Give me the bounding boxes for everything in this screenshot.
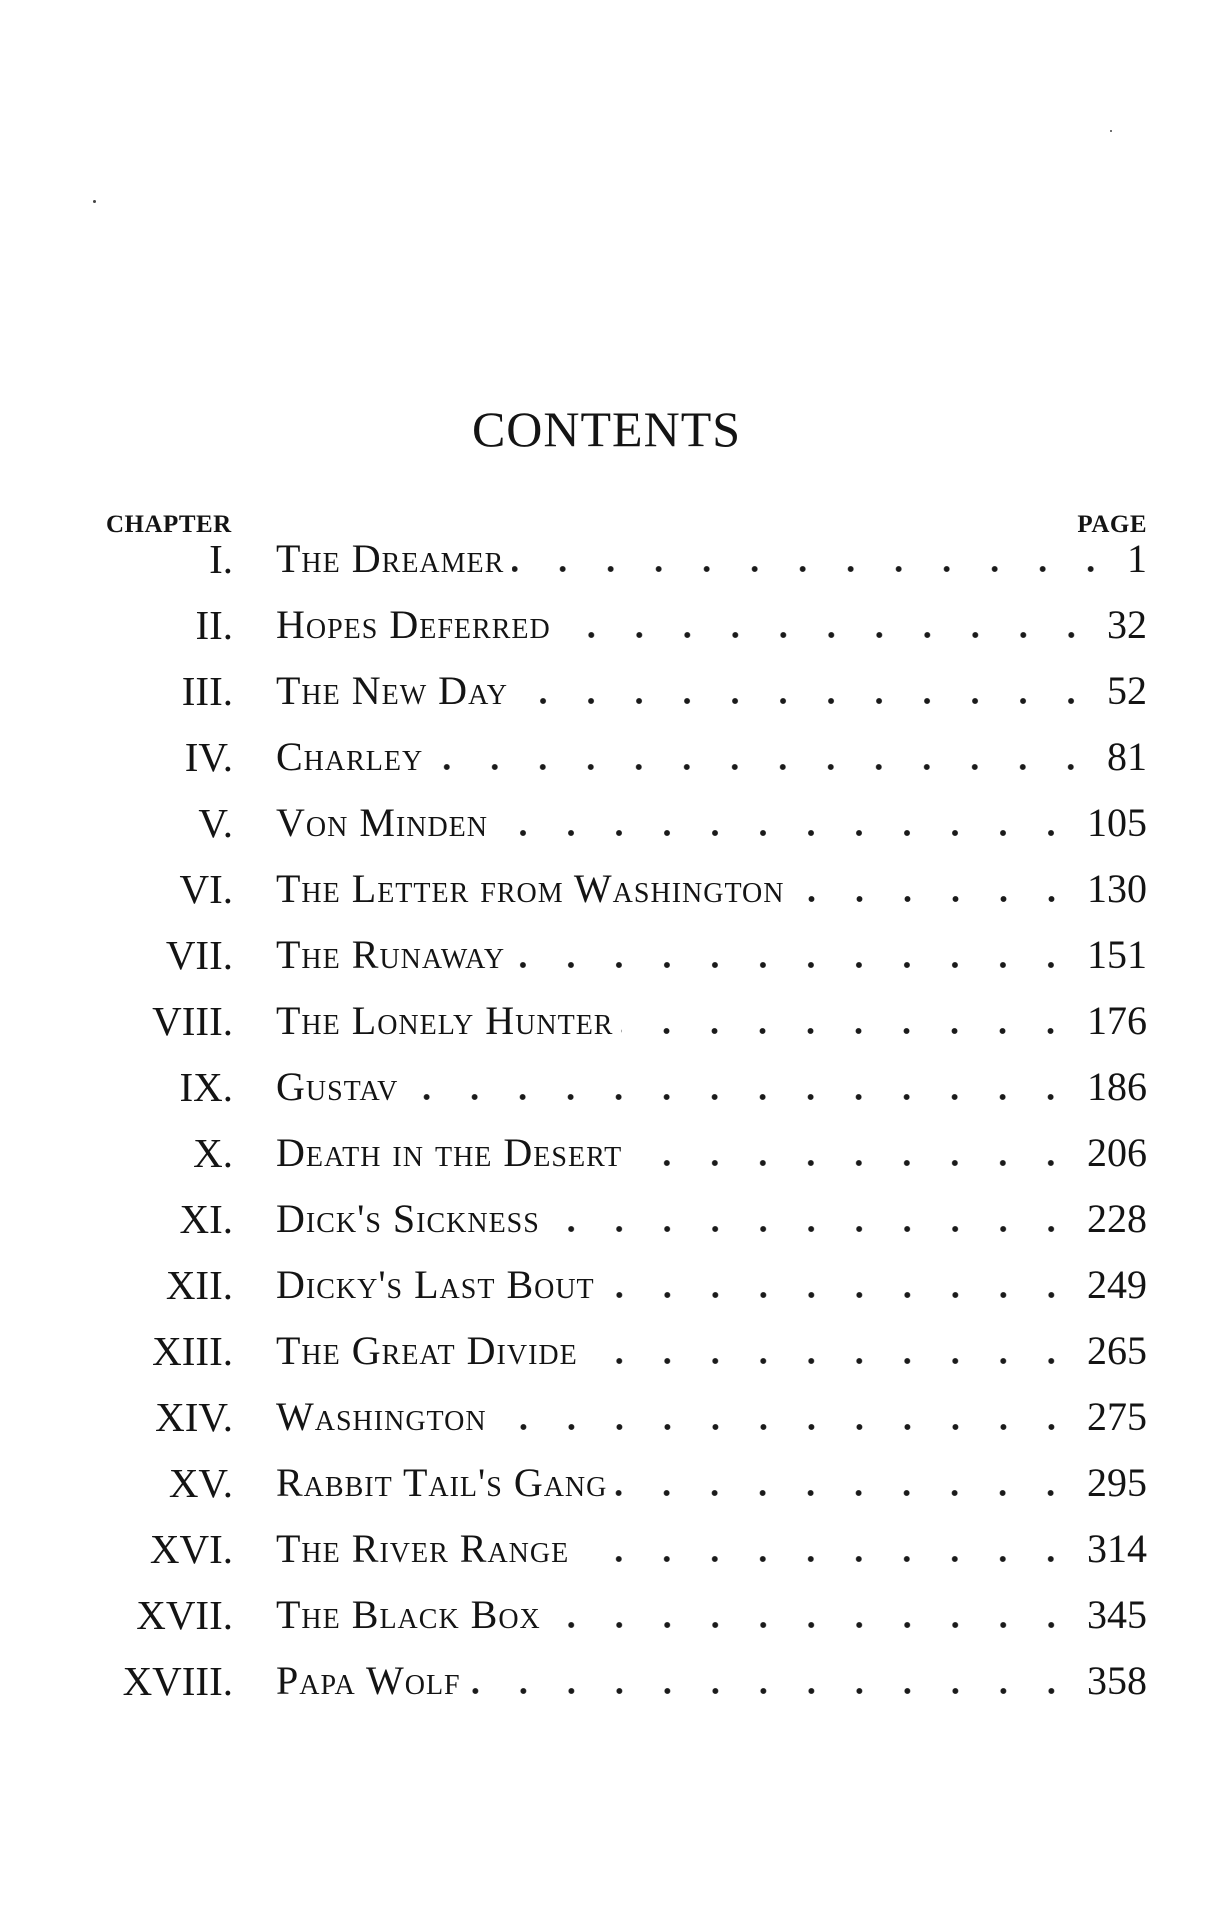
chapter-line (276, 535, 1147, 601)
dot-leader (406, 1073, 1077, 1121)
chapter-title: Von Minden (276, 799, 496, 847)
chapter-title: The Dreamer (276, 535, 512, 583)
chapter-number: VI. (179, 866, 233, 912)
chapter-line (276, 601, 1147, 667)
toc-entry (0, 733, 1213, 799)
dot-leader (549, 1601, 1077, 1649)
page-number: 130 (1087, 866, 1147, 911)
chapter-title: The Great Divide (276, 1327, 586, 1375)
dot-leader (603, 1271, 1077, 1319)
toc-entry (0, 1129, 1213, 1195)
chapter-line (276, 799, 1147, 865)
page-number: 345 (1087, 1592, 1147, 1637)
chapter-line (276, 1591, 1147, 1657)
chapter-title: Gustav (276, 1063, 406, 1111)
chapter-line (276, 1525, 1147, 1591)
dot-leader (513, 941, 1077, 989)
chapter-number: IX. (179, 1064, 233, 1110)
page-number: 206 (1087, 1130, 1147, 1175)
table-of-contents (0, 535, 1213, 1723)
toc-entry (0, 931, 1213, 997)
chapter-number: XIII. (152, 1328, 233, 1374)
chapter-title: Dick's Sickness (276, 1195, 548, 1243)
page-number: 151 (1087, 932, 1147, 977)
chapter-title: Rabbit Tail's Gang (276, 1459, 615, 1507)
page-number: 52 (1107, 668, 1147, 713)
chapter-number: VII. (165, 932, 233, 978)
chapter-number: II. (195, 602, 233, 648)
contents-heading: CONTENTS (471, 401, 742, 457)
chapter-line (276, 931, 1147, 997)
chapter-number: III. (181, 668, 233, 714)
chapter-number: XVII. (136, 1592, 233, 1638)
chapter-line (276, 1393, 1147, 1459)
chapter-number: XV. (168, 1460, 233, 1506)
chapter-title: Hopes Deferred (276, 601, 559, 649)
chapter-number: XVI. (149, 1526, 233, 1572)
dot-leader (496, 809, 1077, 857)
chapter-number: I. (209, 536, 233, 582)
toc-entry (0, 601, 1213, 667)
dot-leader (621, 1007, 1077, 1055)
page-number: 105 (1087, 800, 1147, 845)
dot-leader (793, 875, 1078, 923)
page-number: 81 (1107, 734, 1147, 779)
chapter-line (276, 1459, 1147, 1525)
toc-entry (0, 1459, 1213, 1525)
chapter-line (276, 1261, 1147, 1327)
page-number: 358 (1087, 1658, 1147, 1703)
dot-leader (586, 1337, 1077, 1385)
chapter-title: Papa Wolf (276, 1657, 469, 1705)
toc-entry (0, 865, 1213, 931)
page-number: 32 (1107, 602, 1147, 647)
chapter-line (276, 1657, 1147, 1723)
dot-leader (559, 611, 1097, 659)
dot-leader (577, 1535, 1077, 1583)
chapter-line (276, 1195, 1147, 1261)
chapter-number: VIII. (152, 998, 233, 1044)
toc-entry (0, 799, 1213, 865)
toc-entry (0, 1195, 1213, 1261)
chapter-number: V. (198, 800, 233, 846)
toc-entry (0, 535, 1213, 601)
dot-leader (615, 1469, 1077, 1517)
dot-leader (516, 677, 1097, 725)
dot-leader (630, 1139, 1077, 1187)
toc-entry (0, 1657, 1213, 1723)
chapter-number: IV. (184, 734, 233, 780)
chapter-title: The Black Box (276, 1591, 549, 1639)
toc-entry (0, 1063, 1213, 1129)
chapter-title: Dicky's Last Bout (276, 1261, 603, 1309)
chapter-title: Washington (276, 1393, 495, 1441)
chapter-number: XI. (179, 1196, 233, 1242)
chapter-title: Charley (276, 733, 431, 781)
chapter-line (276, 667, 1147, 733)
chapter-line (276, 733, 1147, 799)
toc-entry (0, 997, 1213, 1063)
page-number: 265 (1087, 1328, 1147, 1373)
chapter-title: The River Range (276, 1525, 577, 1573)
dot-leader (431, 743, 1097, 791)
dot-leader (512, 545, 1117, 593)
chapter-title: The Lonely Hunter (276, 997, 621, 1045)
dot-leader (469, 1667, 1077, 1715)
chapter-line (276, 997, 1147, 1063)
page-number: 228 (1087, 1196, 1147, 1241)
chapter-column-label: CHAPTER (106, 511, 232, 538)
page-number: 176 (1087, 998, 1147, 1043)
chapter-line (276, 865, 1147, 931)
chapter-number: XVIII. (122, 1658, 233, 1704)
toc-entry (0, 667, 1213, 733)
chapter-number: XIV. (155, 1394, 233, 1440)
chapter-line (276, 1063, 1147, 1129)
chapter-number: X. (193, 1130, 233, 1176)
chapter-number: XII. (165, 1262, 233, 1308)
chapter-title: Death in the Desert (276, 1129, 630, 1177)
toc-entry (0, 1525, 1213, 1591)
chapter-line (276, 1129, 1147, 1195)
chapter-title: The Runaway (276, 931, 513, 979)
page-column-label: PAGE (1077, 511, 1147, 538)
toc-entry (0, 1327, 1213, 1393)
toc-entry (0, 1261, 1213, 1327)
page-number: 186 (1087, 1064, 1147, 1109)
chapter-title: The Letter from Washington (276, 865, 793, 913)
chapter-title: The New Day (276, 667, 516, 715)
dot-leader (548, 1205, 1077, 1253)
dot-leader (495, 1403, 1077, 1451)
page-number: 1 (1127, 536, 1147, 581)
page-number: 314 (1087, 1526, 1147, 1571)
page-number: 249 (1087, 1262, 1147, 1307)
chapter-line (276, 1327, 1147, 1393)
toc-entry (0, 1591, 1213, 1657)
toc-entry (0, 1393, 1213, 1459)
page-number: 295 (1087, 1460, 1147, 1505)
page-number: 275 (1087, 1394, 1147, 1439)
